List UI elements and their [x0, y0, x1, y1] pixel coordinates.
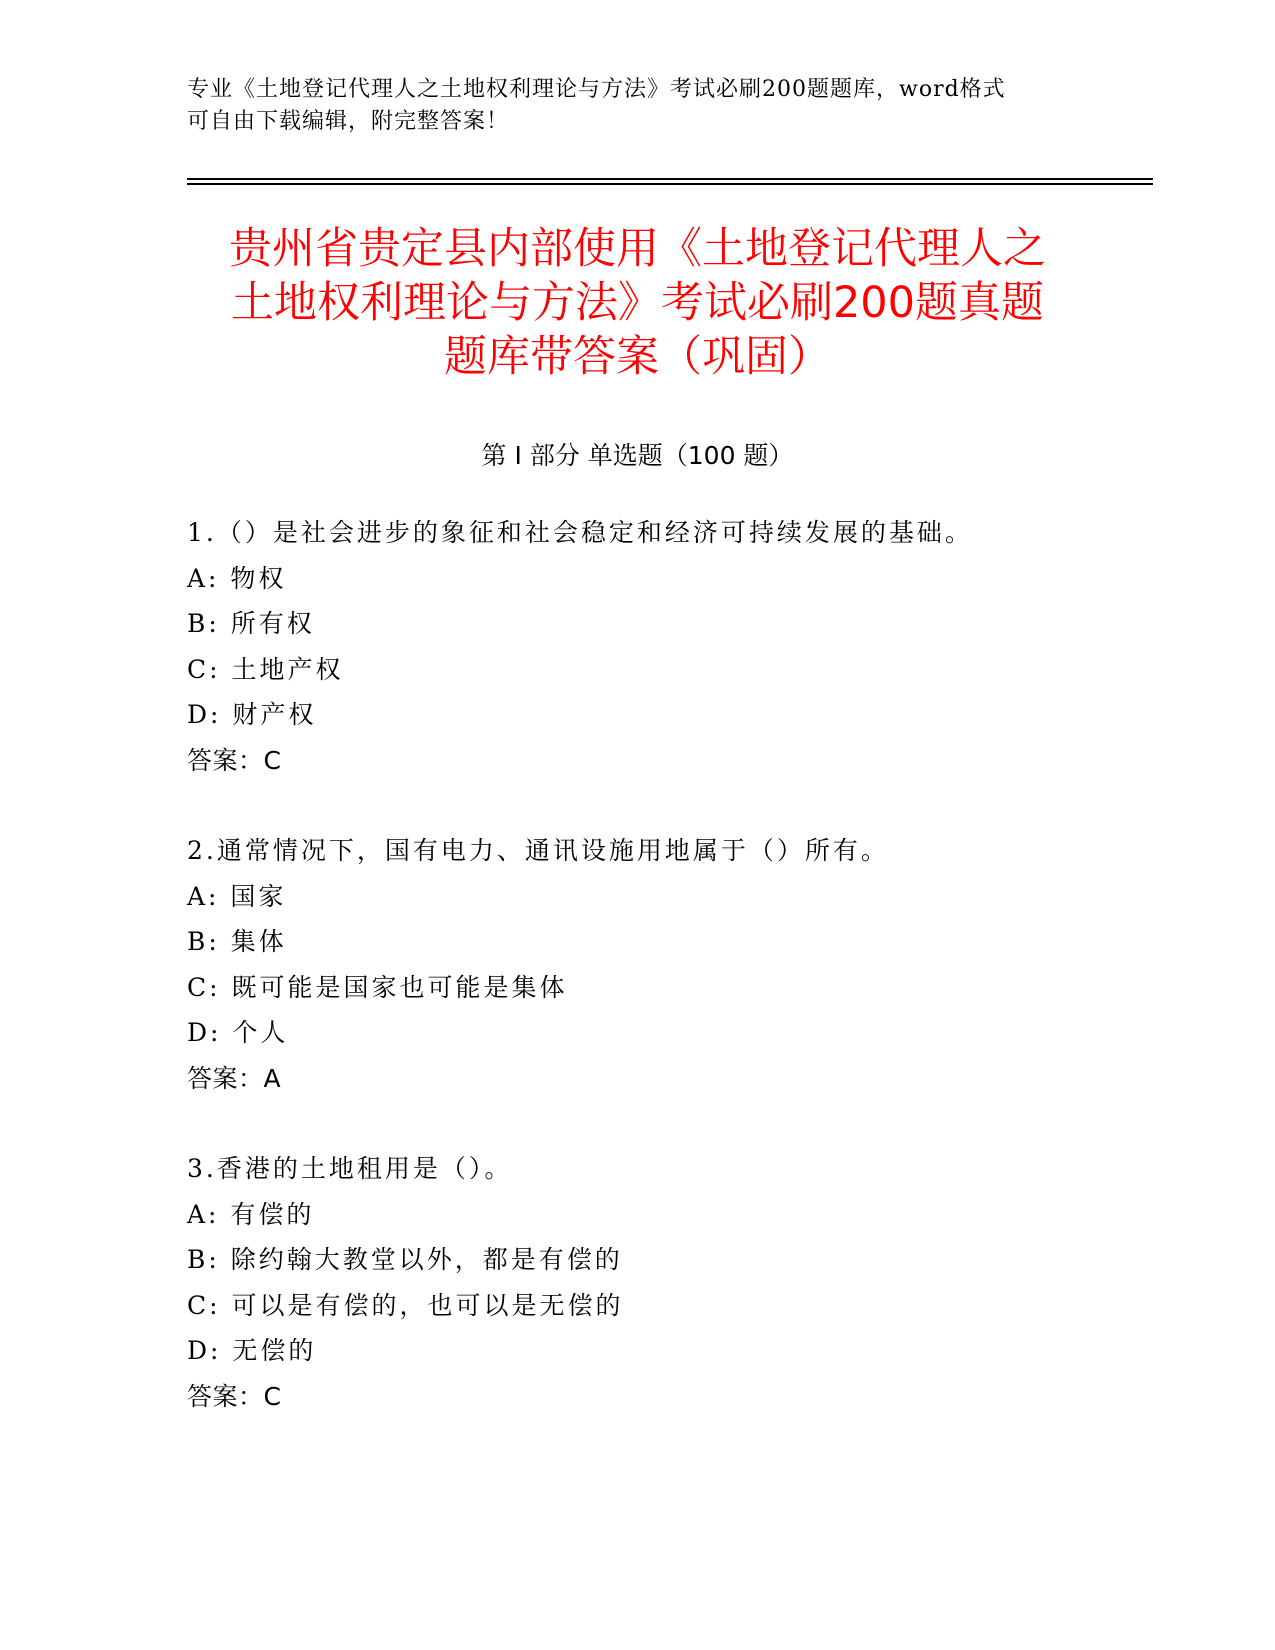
option-b: B: 所有权 — [187, 609, 315, 638]
header-divider-thin — [187, 178, 1153, 180]
header-note — [187, 74, 1067, 138]
question-stem: 2.通常情况下，国有电力、通讯设施用地属于（）所有。 — [187, 836, 889, 865]
answer-line: 答案：A — [187, 1063, 282, 1093]
option-a: A: 国家 — [187, 881, 287, 911]
option-a: A: 物权 — [187, 563, 287, 593]
section-heading: 第 I 部分 单选题（100 题） — [481, 441, 794, 470]
header-note-line-2: 可自由下载编辑，附完整答案！ — [187, 109, 510, 134]
question-3 — [187, 1146, 1087, 1419]
document-title-line-3: 题库带答案（巩固） — [444, 332, 831, 382]
option-a: A: 有偿的 — [187, 1199, 315, 1229]
document-title-line-2: 土地权利理论与方法》考试必刷200题真题 — [230, 278, 1045, 328]
option-c: C: 土地产权 — [187, 654, 344, 684]
option-d: D: 个人 — [187, 1018, 289, 1047]
answer-line: 答案：C — [187, 745, 282, 775]
question-2 — [187, 828, 1087, 1101]
option-c: C: 可以是有偿的，也可以是无偿的 — [187, 1290, 624, 1320]
option-d: D: 无偿的 — [187, 1336, 317, 1365]
question-1 — [187, 510, 1087, 783]
option-b: B: 集体 — [187, 927, 287, 956]
option-c: C: 既可能是国家也可能是集体 — [187, 972, 568, 1002]
option-d: D: 财产权 — [187, 700, 317, 729]
option-b: B: 除约翰大教堂以外，都是有偿的 — [187, 1245, 623, 1274]
question-stem: 3.香港的土地租用是（）。 — [187, 1154, 513, 1183]
question-stem: 1.（）是社会进步的象征和社会稳定和经济可持续发展的基础。 — [187, 518, 973, 547]
document-title — [190, 222, 1085, 384]
header-note-line-1: 专业《土地登记代理人之土地权利理论与方法》考试必刷200题题库，word格式 — [187, 77, 1006, 102]
header-divider-thick — [187, 183, 1153, 185]
answer-line: 答案：C — [187, 1381, 282, 1411]
document-title-line-1: 贵州省贵定县内部使用《土地登记代理人之 — [229, 224, 1046, 274]
